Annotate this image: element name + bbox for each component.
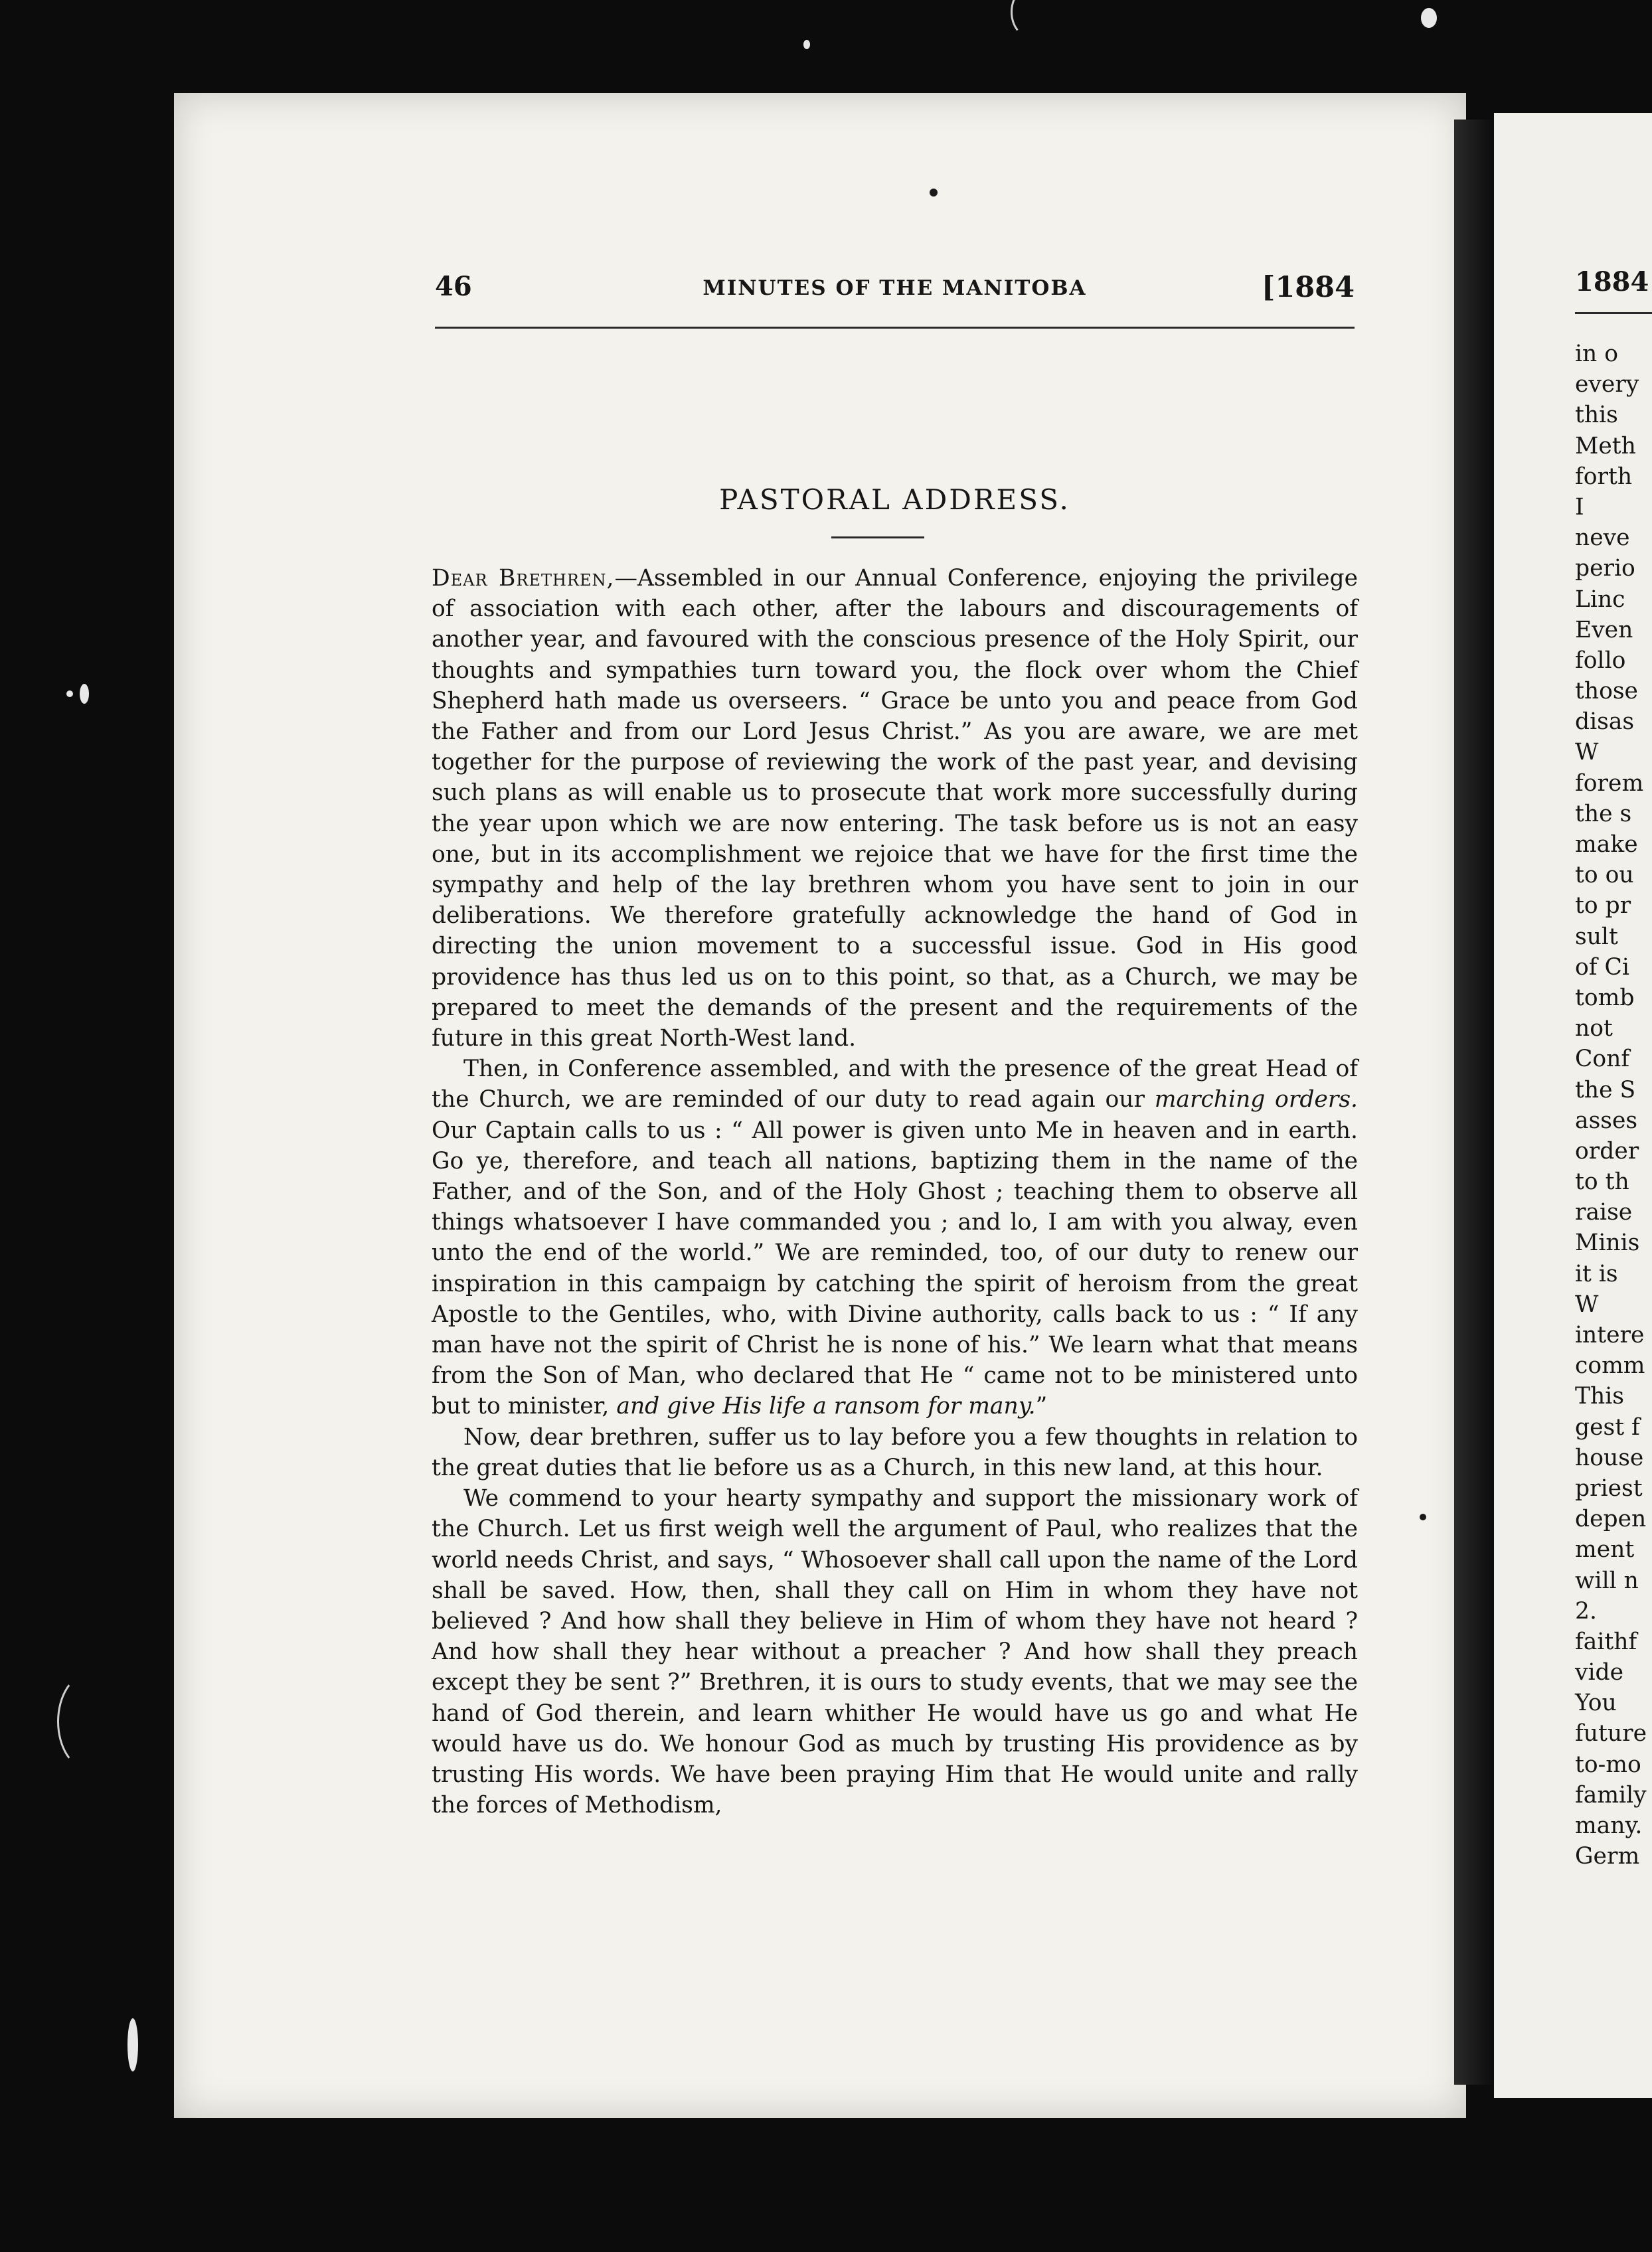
right-page-line: intere: [1575, 1322, 1645, 1348]
scan-speck: [80, 684, 89, 704]
right-page-line: asses: [1575, 1107, 1638, 1134]
right-page-line: faithf: [1575, 1628, 1637, 1655]
scan-scratch: [57, 1673, 121, 1770]
right-page-line: depen: [1575, 1506, 1647, 1533]
title-rule: [831, 536, 924, 538]
right-page-line: This: [1575, 1383, 1624, 1410]
ink-dot: [1420, 1514, 1426, 1520]
header-year: [1884: [1261, 271, 1355, 304]
page-number: 46: [435, 271, 472, 302]
ink-dot: [930, 189, 938, 197]
scan-speck: [66, 690, 73, 697]
right-page-lines: [1575, 339, 1652, 1872]
right-page-line: disas: [1575, 708, 1635, 736]
right-page-line: will n: [1575, 1567, 1639, 1594]
book-spine: [1454, 120, 1494, 2085]
right-page-line: perio: [1575, 555, 1635, 582]
right-page-line: forem: [1575, 769, 1644, 797]
right-page-line: Germ: [1575, 1843, 1640, 1870]
right-page-line: family: [1575, 1781, 1647, 1809]
right-page-line: vide: [1575, 1659, 1624, 1686]
right-page-line: the s: [1575, 800, 1632, 827]
right-page-line: to th: [1575, 1168, 1629, 1196]
right-page-line: those: [1575, 678, 1638, 705]
paragraph-4: We commend to your hearty sympathy and support the missionary work of the Church. Let us first weigh well the argument of Paul, who realizes that the world needs Christ, and says, “ Whosoever shall call upon the name of the Lord shall be saved. How, then, shall they call on Him in whom they have not believed ? And how shall they believe in Him of whom they have not heard ? And how shall they hear without a preacher ? And how shall they preach except they be sent ?” Brethren, it is ours to study events, that we may see the hand of God therein, and learn whither He would have us go and what He would have us do. We honour God as much by trusting His providence as by trusting His words. We have been praying Him that He would unite and rally the forces of Methodism,: [432, 1485, 1358, 1819]
right-page-line: of Ci: [1575, 953, 1629, 981]
right-page-line: I: [1575, 493, 1584, 521]
right-page-line: make: [1575, 831, 1638, 858]
right-page-line: W: [1575, 1291, 1599, 1318]
right-page-line: Even: [1575, 616, 1633, 643]
right-page-line: future: [1575, 1720, 1647, 1747]
section-title: PASTORAL ADDRESS.: [719, 483, 1070, 516]
scan-speck: [127, 2018, 138, 2071]
right-page-line: tomb: [1575, 984, 1635, 1011]
right-page-line: Minis: [1575, 1230, 1640, 1257]
right-page-line: every: [1575, 371, 1639, 398]
right-page-line: it is: [1575, 1260, 1618, 1287]
paragraph-3: Now, dear brethren, suffer us to lay before you a few thoughts in relation to the great duties that lie before us as a Church, in this new land, at this hour.: [432, 1423, 1358, 1481]
right-page-line: W: [1575, 739, 1599, 766]
right-page-line: many.: [1575, 1812, 1643, 1839]
right-page-line: in o: [1575, 341, 1618, 367]
right-page-line: this: [1575, 402, 1618, 429]
right-page-line: to-mo: [1575, 1751, 1641, 1778]
article-body: [432, 563, 1358, 1820]
right-page-line: neve: [1575, 524, 1630, 552]
paragraph-1: Dear Brethren,—Assembled in our Annual Conference, enjoying the privilege of association with each other, after the labours and discouragements of another year, and favoured with the conscious presence of the Holy Spirit, our thoughts and sympathies turn toward you, the flock over whom the Chief Shepherd hath made us overseers. “ Grace be unto you and peace from God the Father and from our Lord Jesus Christ.” As you are aware, we are met together for the purpose of reviewing the work of the past year, and devising such plans as will enable us to prosecute that work more successfully during the year upon which we are now entering. The task before us is not an easy one, but in its accomplishment we rejoice that we have for the first time the sympathy and help of the lay brethren whom you have sent to join in our deliberations. We therefore gratefully acknowledge the hand of God in directing the union movement to a successful issue. God in His good providence has thus led us on to this point, so that, as a Church, we may be prepared to meet the demands of the present and the requirements of the future in this great North-West land.: [432, 565, 1358, 1052]
right-page-line: Meth: [1575, 432, 1636, 459]
scan-speck: [1421, 8, 1437, 28]
right-header-rule: [1575, 312, 1652, 314]
italic-phrase: marching orders.: [1154, 1086, 1358, 1113]
salutation: Dear Brethren,: [432, 565, 615, 592]
right-page-line: sult: [1575, 923, 1618, 950]
right-page-line: raise: [1575, 1199, 1633, 1226]
right-page-line: comm: [1575, 1352, 1645, 1380]
right-page-line: follo: [1575, 647, 1626, 674]
scan-speck: [803, 40, 810, 49]
scan-scratch: [1011, 0, 1048, 37]
right-page-line: 2.: [1575, 1597, 1597, 1625]
right-page-text: [1575, 262, 1652, 1872]
right-page-line: house: [1575, 1444, 1644, 1471]
italic-phrase: and give His life a ransom for many.: [616, 1393, 1036, 1420]
right-page-line: ment: [1575, 1536, 1635, 1564]
paragraph-2: Then, in Conference assembled, and with the presence of the great Head of the Church, we are reminded of our duty to read again our marching orders. Our Captain calls to us : “ All power is given unto Me in heaven and in earth. Go ye, therefore, and teach all nations, baptizing them in the name of the Father, and of the Son, and of the Holy Ghost ; teaching them to observe all things whatsoever I have commanded you ; and lo, I am with you alway, even unto the end of the world.” We are reminded, too, of our duty to renew our inspiration in this campaign by catching the spirit of heroism from the great Apostle to the Gentiles, who, with Divine authority, calls back to us : “ If any man have not the spirit of Christ he is none of his.” We learn what that means from the Son of Man, who declared that He “ came not to be ministered unto but to minister, and give His life a ransom for many.”: [432, 1056, 1358, 1420]
right-page-line: forth: [1575, 463, 1633, 490]
right-page-line: the S: [1575, 1076, 1636, 1103]
running-title: MINUTES OF THE MANITOBA: [702, 276, 1087, 300]
right-page-line: Linc: [1575, 586, 1625, 613]
right-page-line: order: [1575, 1137, 1639, 1165]
right-page-line: priest: [1575, 1475, 1643, 1502]
right-page-line: gest f: [1575, 1413, 1640, 1441]
right-page-line: You: [1575, 1690, 1617, 1717]
right-page-year: 1884: [1575, 266, 1649, 297]
right-page-line: to ou: [1575, 862, 1634, 889]
right-page-line: Conf: [1575, 1046, 1630, 1073]
right-page-line: to pr: [1575, 892, 1631, 920]
page-header: [435, 271, 1355, 311]
right-page-line: not: [1575, 1015, 1613, 1042]
header-rule: [435, 327, 1355, 329]
